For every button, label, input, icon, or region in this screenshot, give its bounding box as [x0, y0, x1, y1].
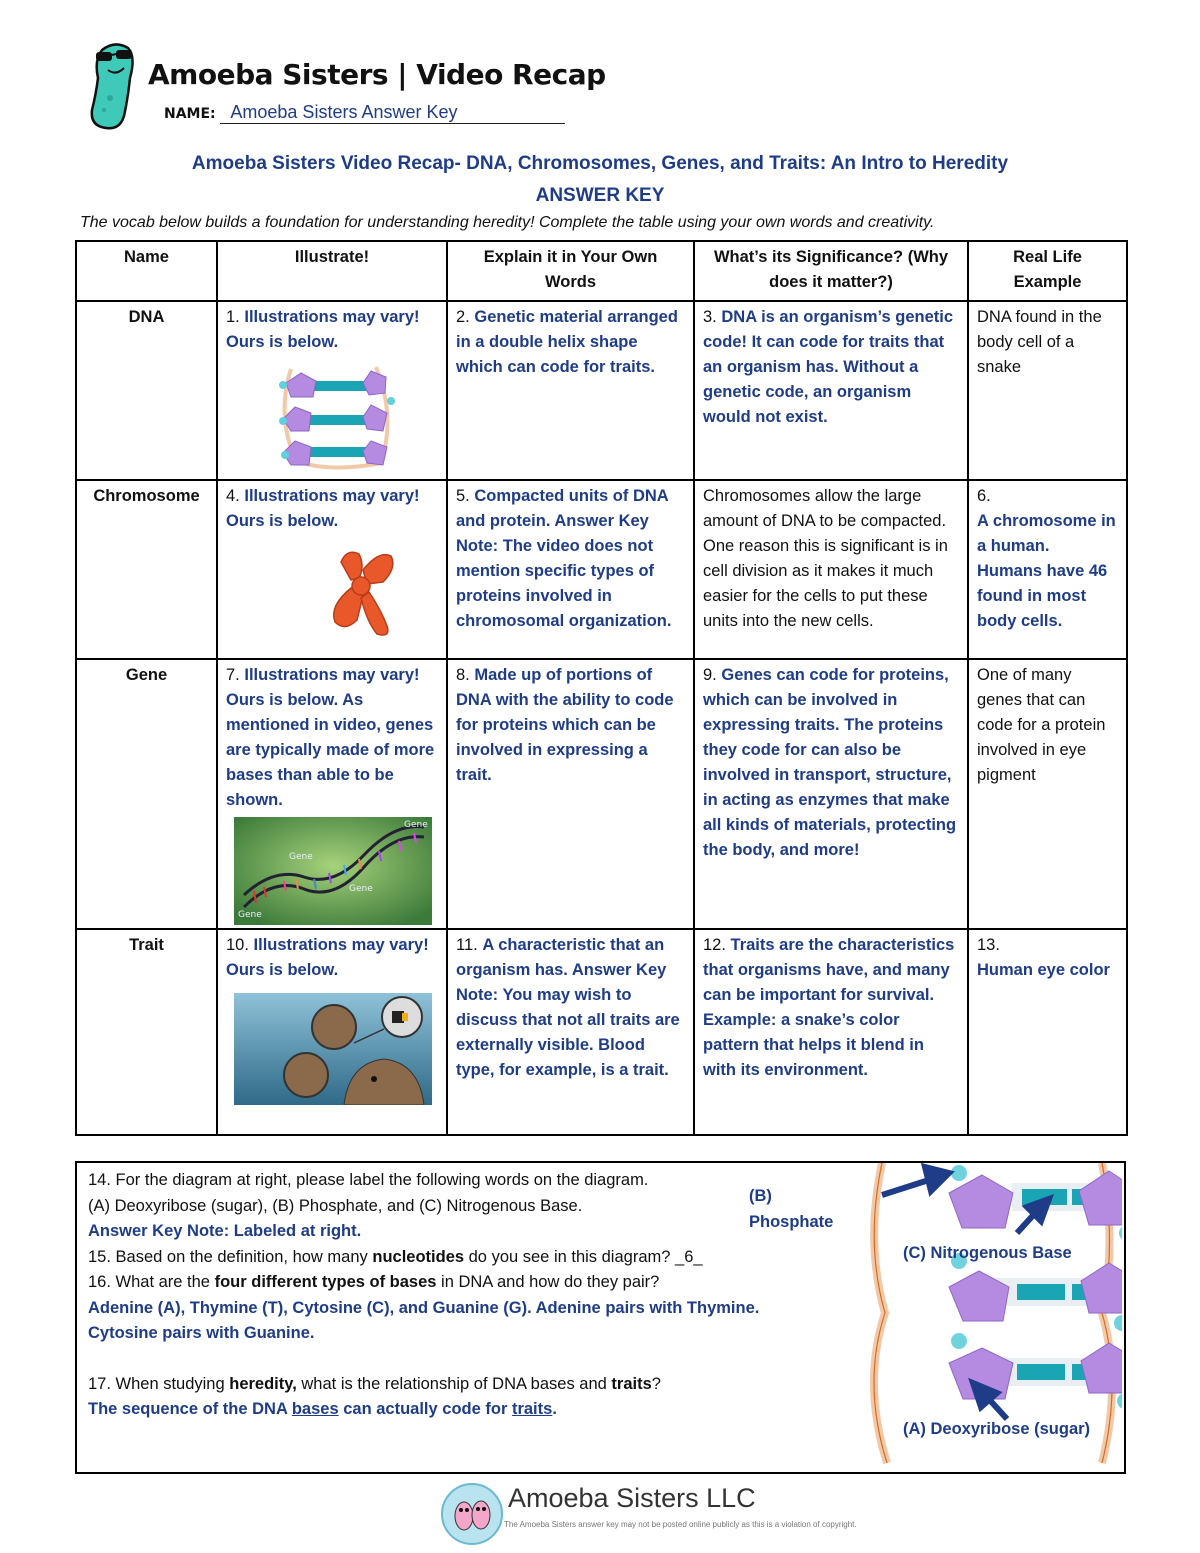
- question-17-text: 17. When studying: [88, 1374, 230, 1393]
- question-15-answer[interactable]: _6_: [675, 1247, 703, 1266]
- dna-ladder-illustration: [271, 361, 471, 471]
- significance-text: Genes can code for proteins, which can be involved in expressing traits. The proteins they code for can also be involved in transport, structure, in acting as enzymes that make all kinds of materials, protecting the body, and more!: [703, 666, 957, 859]
- example-text: A chromosome in a human. Humans have 46 found in most body cells.: [977, 512, 1116, 630]
- column-header: Explain it in Your Own Words: [447, 241, 694, 301]
- gene-label: Gene: [404, 820, 428, 830]
- significance-cell: [694, 480, 968, 659]
- copyright-note: The Amoeba Sisters answer key may not be posted online publicly as this is a violation of copyright.: [504, 1520, 857, 1529]
- example-cell: [968, 929, 1127, 1135]
- illustrate-text: Illustrations may vary! Ours is below.: [226, 487, 420, 530]
- label-b-letter: (B): [749, 1187, 772, 1205]
- significance-text: Traits are the characteristics that organisms have, and many can be important for survival. Example: a snake’s color pattern that helps it blend in with its environment.: [703, 936, 955, 1079]
- item-number: 4.: [226, 487, 240, 505]
- example-cell: [968, 301, 1127, 480]
- gene-label: Gene: [238, 910, 262, 920]
- diagram-label-b: [749, 1183, 833, 1235]
- example-cell: [968, 480, 1127, 659]
- answer-underlined-2: traits: [511, 1400, 553, 1418]
- gene-label: Gene: [289, 852, 313, 862]
- column-header: Illustrate!: [217, 241, 447, 301]
- item-number: 5.: [456, 487, 470, 505]
- gene-label: Gene: [349, 884, 373, 894]
- questions-text: [88, 1168, 828, 1423]
- question-16-answer[interactable]: Adenine (A), Thymine (T), Cytosine (C), and Guanine (G). Adenine pairs with Thymine. Cytosine pairs with Guanine.: [88, 1298, 760, 1342]
- question-14-terms: (A) Deoxyribose (sugar), (B) Phosphate, and (C) Nitrogenous Base.: [88, 1196, 583, 1215]
- explain-cell: [447, 480, 694, 659]
- question-17-keyword-2: traits: [611, 1374, 652, 1393]
- question-17-text-end: ?: [651, 1374, 661, 1393]
- explain-cell: [447, 301, 694, 480]
- illustrate-text: Illustrations may vary! Ours is below.: [226, 936, 429, 979]
- question-16: [88, 1270, 828, 1296]
- table-row: [76, 659, 1127, 929]
- row-name: Chromosome: [76, 480, 217, 659]
- item-number: 11.: [456, 936, 478, 954]
- item-number: 6.: [977, 487, 991, 505]
- header: [80, 38, 680, 138]
- brand-title: Amoeba Sisters | Video Recap: [148, 58, 606, 91]
- row-name: Gene: [76, 659, 217, 929]
- explain-cell: [447, 659, 694, 929]
- question-16-keyword: four different types of bases: [214, 1273, 437, 1291]
- example-cell: [968, 659, 1127, 929]
- table-row: [76, 480, 1127, 659]
- footer: [440, 1478, 860, 1550]
- answer-text-mid: can actually code for: [338, 1400, 512, 1418]
- answer-underlined: bases: [291, 1400, 339, 1418]
- answer-text: The sequence of the DNA: [88, 1400, 292, 1418]
- question-16-text-end: in DNA and how do they pair?: [436, 1273, 660, 1291]
- example-text: One of many genes that can code for a protein involved in eye pigment: [977, 666, 1106, 784]
- name-row: [164, 102, 565, 124]
- significance-cell: [694, 659, 968, 929]
- explain-cell: [447, 929, 694, 1135]
- amoeba-sisters-logo-icon: [440, 1482, 504, 1546]
- question-17-answer[interactable]: [88, 1397, 828, 1423]
- amoeba-mascot-icon: [80, 38, 150, 133]
- item-number: 9.: [703, 666, 717, 684]
- illustrate-cell: [217, 301, 447, 480]
- snake-trait-illustration: [234, 993, 432, 1105]
- page-subtitle: ANSWER KEY: [535, 185, 665, 206]
- page-title: Amoeba Sisters Video Recap- DNA, Chromosomes, Genes, and Traits: An Intro to Heredity: [191, 153, 1009, 174]
- table-row: [76, 929, 1127, 1135]
- explain-text: Genetic material arranged in a double helix shape which can code for traits.: [456, 308, 678, 376]
- illustrate-cell: [217, 659, 447, 929]
- intro-text: The vocab below builds a foundation for understanding heredity! Complete the table using your own words and creativity.: [80, 214, 935, 231]
- column-header: Name: [76, 241, 217, 301]
- question-16-text: 16. What are the: [88, 1273, 215, 1291]
- table-row: [76, 301, 1127, 480]
- illustrate-text: Illustrations may vary! Ours is below.: [226, 308, 420, 351]
- name-field[interactable]: Amoeba Sisters Answer Key: [220, 102, 565, 124]
- questions-box: [75, 1161, 1126, 1474]
- significance-cell: [694, 301, 968, 480]
- question-17-keyword: heredity,: [229, 1374, 297, 1393]
- column-header: What’s its Significance? (Why does it matter?): [694, 241, 968, 301]
- item-number: 8.: [456, 666, 470, 684]
- vocab-table: [75, 240, 1128, 1136]
- significance-cell: [694, 929, 968, 1135]
- illustrate-cell: [217, 480, 447, 659]
- item-number: 3.: [703, 308, 717, 326]
- question-17: [88, 1372, 828, 1398]
- name-label: NAME:: [164, 106, 216, 122]
- question-15-text: 15. Based on the definition, how many: [88, 1247, 373, 1266]
- item-number: 13.: [977, 936, 1000, 954]
- question-17-text-mid: what is the relationship of DNA bases and: [296, 1374, 612, 1393]
- question-14: 14. For the diagram at right, please label the following words on the diagram.: [88, 1171, 649, 1189]
- diagram-label-a: (A) Deoxyribose (sugar): [903, 1420, 1091, 1438]
- footer-brand: Amoeba Sisters LLC: [508, 1483, 756, 1513]
- example-text: Human eye color: [977, 961, 1110, 979]
- question-15: [88, 1245, 828, 1271]
- explain-text: A characteristic that an organism has. Answer Key Note: You may wish to discuss that not all traits are externally visible. Blood type, for example, is a trait.: [456, 936, 680, 1079]
- explain-text: Compacted units of DNA and protein. Answer Key Note: The video does not mention specific types of proteins involved in chromosomal organization.: [456, 487, 672, 630]
- illustrate-text: Illustrations may vary! Ours is below. As mentioned in video, genes are typically made of more bases than able to be shown.: [226, 666, 435, 809]
- significance-text: Chromosomes allow the large amount of DNA to be compacted. One reason this is significant is in cell division as it makes it much easier for the cells to put these units into the new cells.: [703, 487, 948, 630]
- significance-text: DNA is an organism’s genetic code! It can code for traits that an organism has. Without a genetic code, an organism would not exist.: [703, 308, 954, 426]
- explain-text: Made up of portions of DNA with the ability to code for proteins which can be involved in expressing a trait.: [456, 666, 674, 784]
- row-name: Trait: [76, 929, 217, 1135]
- item-number: 10.: [226, 936, 249, 954]
- diagram-label-c: (C) Nitrogenous Base: [903, 1244, 1072, 1262]
- item-number: 12.: [703, 936, 726, 954]
- illustrate-cell: [217, 929, 447, 1135]
- label-b-text: Phosphate: [749, 1213, 834, 1231]
- item-number: 7.: [226, 666, 240, 684]
- question-14-answer: Answer Key Note: Labeled at right.: [88, 1222, 362, 1240]
- example-text: DNA found in the body cell of a snake: [977, 308, 1102, 376]
- item-number: 2.: [456, 308, 470, 326]
- gene-strand-illustration: [234, 817, 432, 925]
- item-number: 1.: [226, 308, 240, 326]
- column-header: Real Life Example: [968, 241, 1127, 301]
- table-header-row: [76, 241, 1127, 301]
- question-15-keyword: nucleotides: [372, 1247, 465, 1266]
- question-15-text-end: do you see in this diagram?: [464, 1247, 676, 1266]
- answer-text-end: .: [552, 1400, 557, 1418]
- row-name: DNA: [76, 301, 217, 480]
